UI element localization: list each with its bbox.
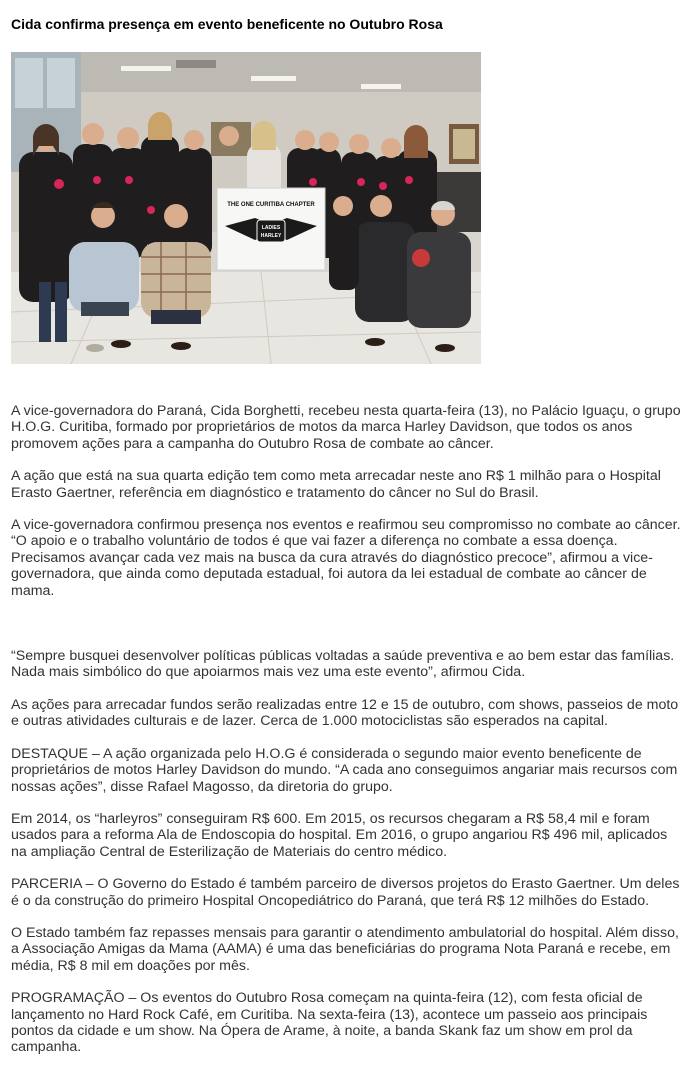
- spacer: [11, 615, 683, 648]
- paragraph: “Sempre busquei desenvolver políticas públicas voltadas a saúde preventiva e ao bem estar das famílias. Nada mais simbólico do que apoiarmos mais vez uma este evento”, afirmou Cida.: [11, 648, 675, 681]
- article-title: Cida confirma presença em evento beneficente no Outubro Rosa: [11, 16, 443, 32]
- paragraph: A vice-governadora confirmou presença nos eventos e reafirmou seu compromisso no combate ao câncer. “O apoio e o trabalho voluntário de todos é que vai fazer a diferença no combate a essa doença. Precisamos avançar cada vez mais na busca da cura através do diagnóstico precoce”, afirmou a vice-governadora, que ainda como deputada estadual, foi autora da lei estadual de combate ao câncer de mama.: [11, 517, 681, 599]
- paragraph: A vice-governadora do Paraná, Cida Borghetti, recebeu nesta quarta-feira (13), no Palácio Iguaçu, o grupo H.O.G. Curitiba, formado por proprietários de motos da marca Harley Davidson, que todos os anos promovem ações para a campanha do Outubro Rosa de combate ao câncer.: [11, 403, 681, 452]
- paragraph: O Estado também faz repasses mensais para garantir o atendimento ambulatorial do hospital. Além disso, a Associação Amigas da Mama (AAMA) é uma das beneficiárias do programa Nota Paraná e recebe, em média, R$ 8 mil em doações por mês.: [11, 924, 679, 974]
- paragraph: Em 2014, os “harleyros” conseguiram R$ 600. Em 2015, os recursos chegaram a R$ 58,4 mil e foram usados para a reforma Ala de Endoscopia do hospital. Em 2016, o grupo angariou R$ 496 mil, aplicados na ampliação Central de Esterilização de Materiais do centro médico.: [11, 810, 668, 860]
- article-body: [11, 403, 683, 1072]
- banner-line-3: HARLEY: [260, 233, 282, 239]
- banner-line-1: THE ONE CURITIBA CHAPTER: [227, 202, 315, 208]
- paragraph: PARCERIA – O Governo do Estado é também parceiro de diversos projetos do Erasto Gaertner. Um deles é o da construção do primeiro Hospital Oncopediátrico do Paraná, que terá R$ 12 milhões do Estado.: [11, 876, 680, 909]
- paragraph: As ações para arrecadar fundos serão realizadas entre 12 e 15 de outubro, com shows, passeios de moto e outras atividades culturais e de lazer. Cerca de 1.000 motociclistas são esperados na capital.: [11, 696, 679, 730]
- paragraph: PROGRAMAÇÃO – Os eventos do Outubro Rosa começam na quinta-feira (12), com festa oficial de lançamento no Hard Rock Café, em Curitiba. Na sexta-feira (13), acontece um passeio aos principais pontos da cidade e um show. Na Ópera de Arame, à noite, a banda Skank faz um show em prol da campanha.: [11, 990, 648, 1056]
- paragraph: DESTAQUE – A ação organizada pelo H.O.G é considerada o segundo maior evento beneficente de proprietários de motos Harley Davidson do mundo. “A cada ano conseguimos angariar mais recursos com nossas ações”, disse Rafael Magosso, da diretoria do grupo.: [11, 745, 678, 795]
- banner-line-2: LADIES: [261, 225, 281, 231]
- paragraph: A ação que está na sua quarta edição tem como meta arrecadar neste ano R$ 1 milhão para o Hospital Erasto Gaertner, referência em diagnóstico e tratamento do câncer no Sul do Brasil.: [11, 468, 661, 501]
- article-photo: [11, 52, 481, 364]
